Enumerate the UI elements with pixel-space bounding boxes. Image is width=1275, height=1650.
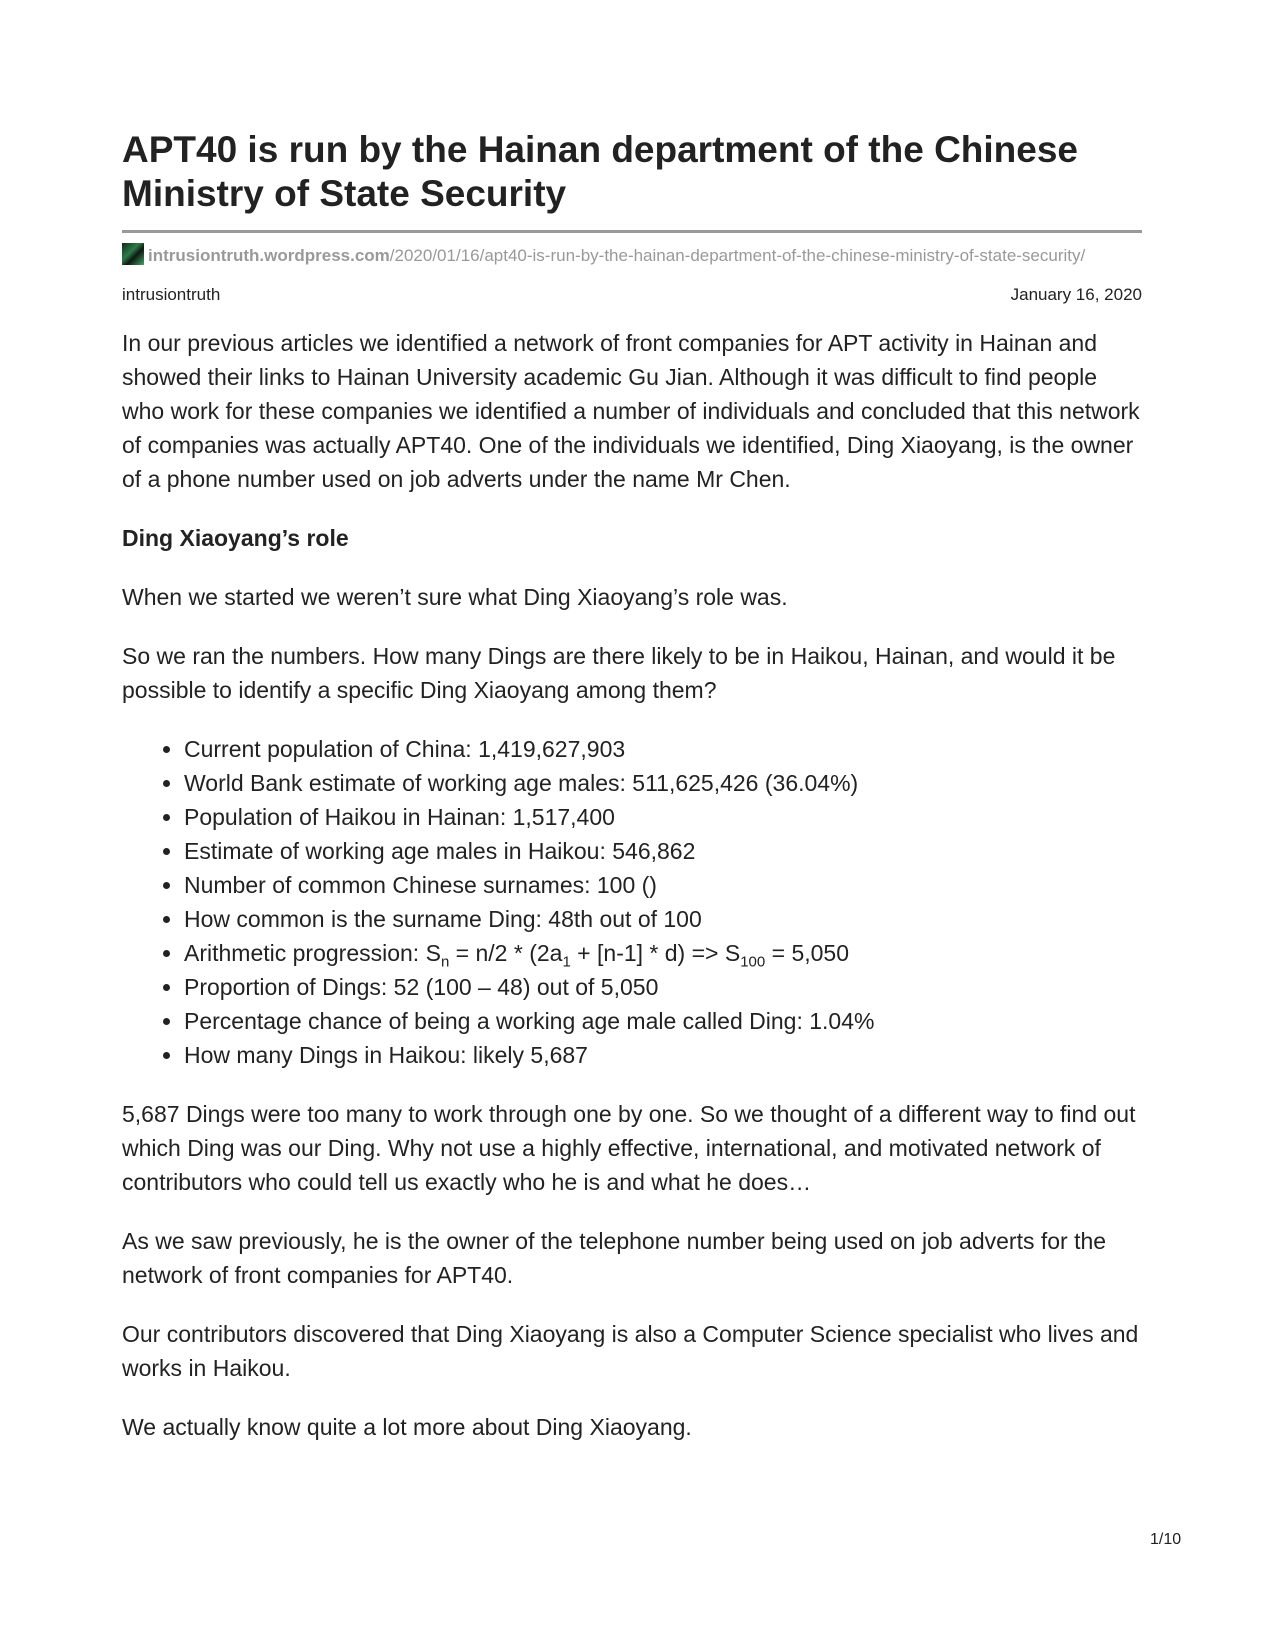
paragraph: So we ran the numbers. How many Dings are there likely to be in Haikou, Hainan, and would it be possible to identify a specific Ding Xiaoyang among them?: [122, 643, 1116, 703]
list-item: • Proportion of Dings: 52 (100 – 48) out of 5,050: [184, 970, 1142, 1004]
formula-subscript: 1: [562, 953, 571, 971]
list-item: • Population of Haikou in Hainan: 1,517,400: [184, 800, 1142, 834]
list-item: • Estimate of working age males in Haikou: 546,862: [184, 834, 1142, 868]
list-item: • World Bank estimate of working age males: 511,625,426 (36.04%): [184, 766, 1142, 800]
statistics-list: [122, 732, 1142, 1072]
section-heading: Ding Xiaoyang’s role: [122, 525, 349, 551]
list-item: • Current population of China: 1,419,627,903: [184, 732, 1142, 766]
byline: [122, 284, 1142, 306]
page-number: 1/10: [1150, 1531, 1182, 1548]
source-path[interactable]: /2020/01/16/apt40-is-run-by-the-hainan-department-of-the-chinese-ministry-of-state-security/: [389, 246, 1086, 265]
paragraph: As we saw previously, he is the owner of the telephone number being used on job adverts for the network of front companies for APT40.: [122, 1228, 1107, 1288]
publish-date: January 16, 2020: [1010, 285, 1142, 304]
formula-result: = 5,050: [765, 940, 850, 966]
title-divider: [122, 230, 1142, 233]
article-title: APT40 is run by the Hainan department of the Chinese Ministry of State Security: [122, 129, 1079, 214]
paragraph: 5,687 Dings were too many to work through one by one. So we thought of a different way to find out which Ding was our Ding. Why not use a highly effective, international, and motivated network of contributors who could tell us exactly who he is and what he does…: [122, 1101, 1136, 1195]
list-item: • Number of common Chinese surnames: 100 (): [184, 868, 1142, 902]
list-item: • How many Dings in Haikou: likely 5,687: [184, 1038, 1142, 1072]
paragraph: When we started we weren’t sure what Ding Xiaoyang’s role was.: [122, 584, 788, 610]
formula-subscript: n: [440, 953, 450, 971]
formula-mid: + [n-1] * d) => S: [570, 940, 741, 966]
source-domain[interactable]: intrusiontruth.wordpress.com: [148, 246, 390, 265]
site-favicon-icon: [122, 243, 144, 265]
article-body: [122, 326, 1142, 1444]
formula-mid: = n/2 * (2a: [449, 940, 563, 966]
formula-subscript: 100: [740, 953, 766, 971]
list-item: • How common is the surname Ding: 48th out of 100: [184, 902, 1142, 936]
paragraph: We actually know quite a lot more about Ding Xiaoyang.: [122, 1414, 692, 1440]
intro-paragraph: In our previous articles we identified a network of front companies for APT activity in Hainan and showed their links to Hainan University academic Gu Jian. Although it was difficult to find people who work for these companies we identified a number of individuals and concluded that this network of companies was actually APT40. One of the individuals we identified, Ding Xiaoyang, is the owner of a phone number used on job adverts under the name Mr Chen.: [122, 330, 1140, 492]
formula-lead: Arithmetic progression: S: [184, 940, 441, 966]
source-url[interactable]: [122, 243, 1142, 268]
paragraph: Our contributors discovered that Ding Xiaoyang is also a Computer Science specialist who lives and works in Haikou.: [122, 1321, 1139, 1381]
list-item: • Percentage chance of being a working age male called Ding: 1.04%: [184, 1004, 1142, 1038]
author: intrusiontruth: [122, 285, 221, 304]
formula-list-item: [184, 936, 1142, 970]
article: [122, 128, 1142, 1469]
